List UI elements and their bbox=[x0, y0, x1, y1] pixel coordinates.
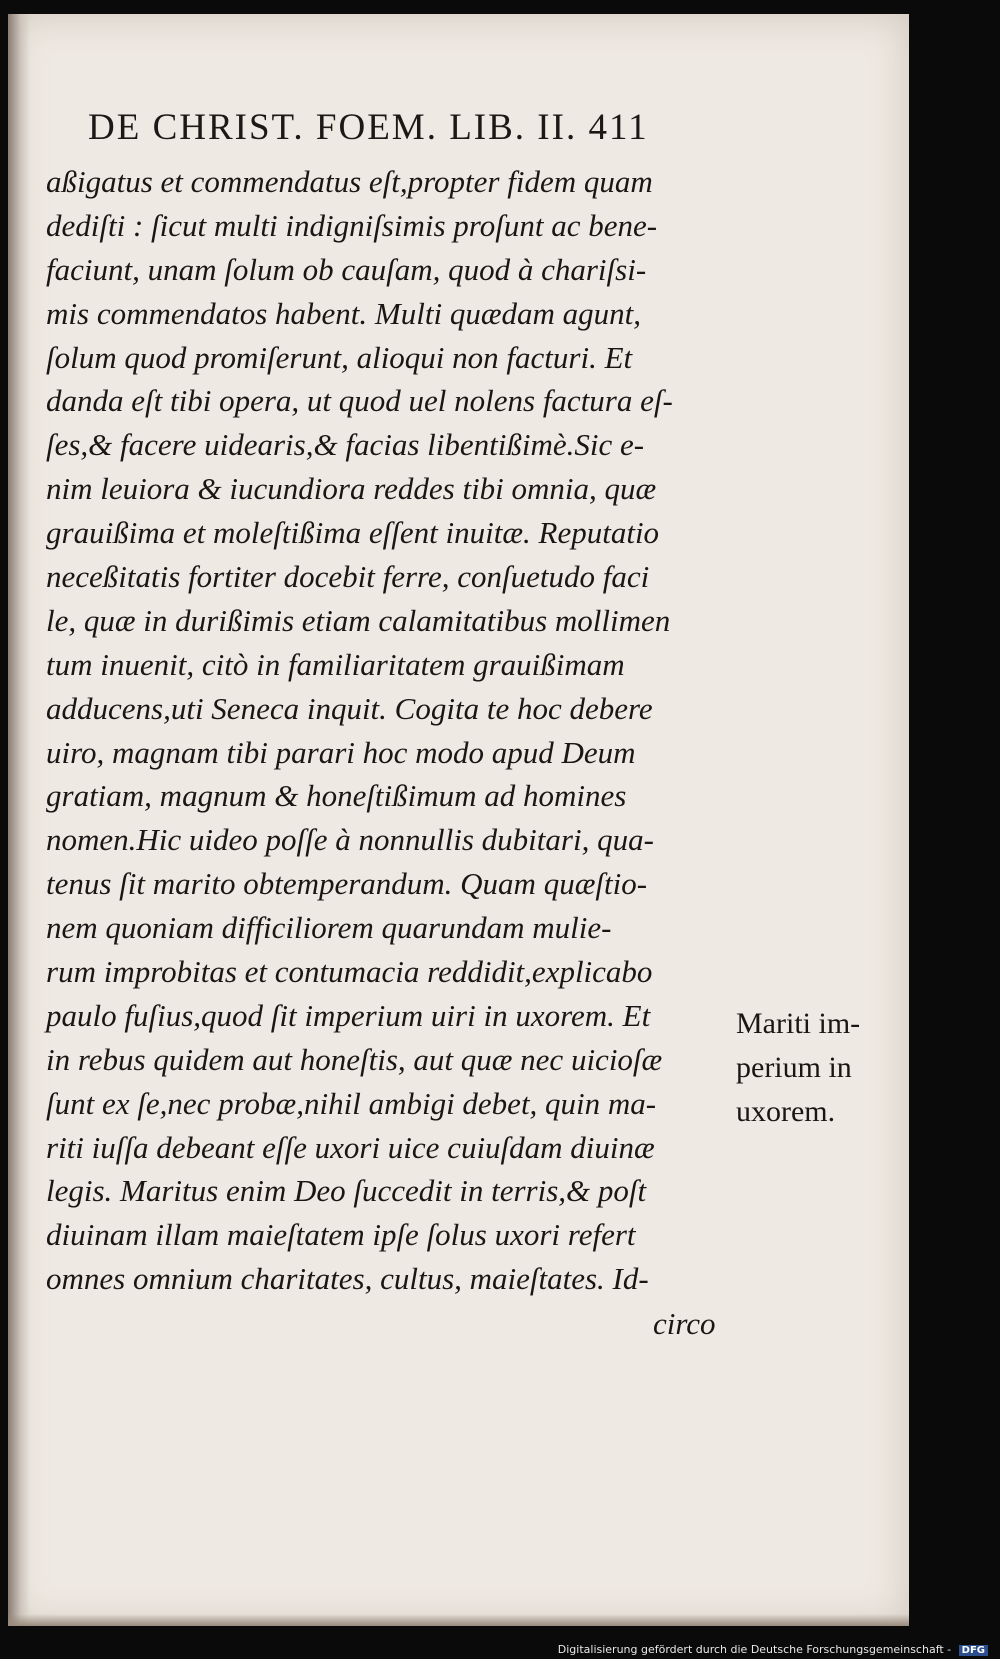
book-page bbox=[8, 14, 909, 1626]
text-line: nomen.Hic uideo poſſe à nonnullis dubitari, qua- bbox=[46, 822, 654, 858]
text-line: rum improbitas et contumacia reddidit,explicabo bbox=[46, 954, 653, 990]
page-gutter-shadow bbox=[8, 14, 30, 1626]
text-line: paulo fuſius,quod ſit imperium uiri in uxorem. Et bbox=[46, 997, 651, 1033]
text-line: grauißima et moleſtißima eſſent inuitæ. Reputatio bbox=[46, 515, 660, 551]
text-line: tenus ſit marito obtemperandum. Quam quæſtio- bbox=[46, 866, 648, 902]
page-bottom-edge bbox=[8, 1614, 909, 1626]
dfg-logo: DFG bbox=[959, 1645, 988, 1656]
margin-note bbox=[736, 1002, 860, 1134]
credit-text: Digitalisierung gefördert durch die Deutsche Forschungsgemeinschaft - bbox=[557, 1643, 952, 1656]
text-line: nem quoniam difficiliorem quarundam mulie- bbox=[46, 910, 612, 946]
main-text-block bbox=[46, 160, 726, 1301]
text-line: ſes,& facere uidearis,& facias libentißimè.Sic e- bbox=[46, 427, 645, 463]
text-line: in rebus quidem aut honeſtis, aut quæ nec uicioſæ bbox=[46, 1041, 663, 1077]
text-line: danda eſt tibi opera, ut quod uel nolens factura eſ- bbox=[46, 383, 673, 419]
text-line: faciunt, unam ſolum ob cauſam, quod à chariſsi- bbox=[46, 251, 647, 287]
text-line: ſunt ex ſe,nec probæ,nihil ambigi debet, quin ma- bbox=[46, 1085, 657, 1121]
text-line: dediſti : ſicut multi indigniſsimis proſunt ac bene- bbox=[46, 207, 658, 243]
digitization-credit bbox=[558, 1643, 988, 1656]
text-line: le, quæ in durißimis etiam calamitatibus mollimen bbox=[46, 602, 671, 638]
margin-note-line: perium in bbox=[736, 1050, 852, 1084]
text-line: adducens,uti Seneca inquit. Cogita te hoc debere bbox=[46, 690, 653, 726]
text-line: gratiam, magnum & honeſtißimum ad homines bbox=[46, 778, 627, 814]
text-line: mis commendatos habent. Multi quædam agunt, bbox=[46, 295, 641, 331]
text-line: legis. Maritus enim Deo ſuccedit in terris,& poſt bbox=[46, 1173, 647, 1209]
text-line: neceßitatis fortiter docebit ferre, conſuetudo faci bbox=[46, 559, 650, 595]
text-line: tum inuenit, citò in familiaritatem grauißimam bbox=[46, 646, 625, 682]
text-line: nim leuiora & iucundiora reddes tibi omnia, quæ bbox=[46, 471, 657, 507]
margin-note-line: uxorem. bbox=[736, 1094, 836, 1128]
text-line: uiro, magnam tibi parari hoc modo apud Deum bbox=[46, 734, 636, 770]
margin-note-line: Mariti im- bbox=[736, 1007, 861, 1040]
running-header: DE CHRIST. FOEM. LIB. II. 411 bbox=[88, 107, 649, 148]
text-line: diuinam illam maieſtatem ipſe ſolus uxori refert bbox=[46, 1217, 636, 1253]
text-line: omnes omnium charitates, cultus, maieſtates. Id- bbox=[46, 1261, 649, 1297]
text-line: ſolum quod promiſerunt, alioqui non facturi. Et bbox=[46, 339, 633, 375]
text-line: aßigatus et commendatus eſt,propter fidem quam bbox=[46, 164, 653, 199]
catchword: circo bbox=[653, 1306, 716, 1341]
text-line: riti iuſſa debeant eſſe uxori uice cuiuſdam diuinæ bbox=[46, 1129, 655, 1165]
